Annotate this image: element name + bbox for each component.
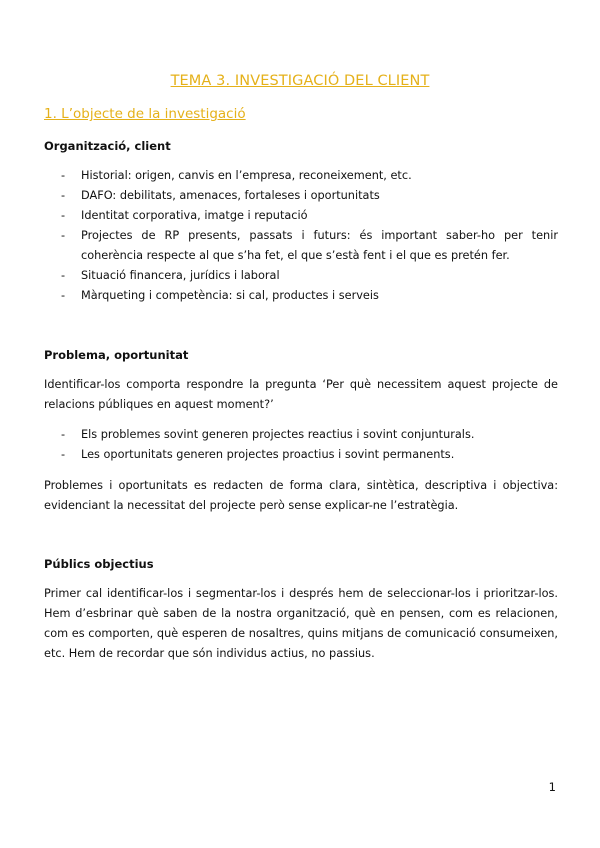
dash-bullet: - (61, 289, 66, 302)
problema-intro: Identificar-los comporta respondre la pregunta ‘Per què necessitem aquest projecte de relacions públiques en aquest moment?’ (44, 378, 558, 411)
list-item (44, 445, 558, 465)
list-item (44, 425, 558, 445)
dash-bullet: - (61, 448, 66, 461)
dash-bullet: - (61, 428, 66, 441)
dash-bullet: - (61, 209, 66, 222)
organitzacio-list (44, 166, 558, 306)
list-item (44, 286, 558, 306)
list-item (44, 206, 558, 226)
dash-bullet: - (61, 189, 66, 202)
dash-bullet: - (61, 229, 66, 242)
list-item-text: Els problemes sovint generen projectes reactius i sovint conjunturals. (81, 428, 475, 441)
list-item-text: Situació financera, jurídics i laboral (81, 269, 280, 282)
list-item-text: Projectes de RP presents, passats i futurs: és important saber-ho per tenir coherència respecte al que s’ha fet, el que s’està fent i el que es pretén fer. (81, 229, 558, 262)
list-item-text: Les oportunitats generen projectes proactius i sovint permanents. (81, 448, 455, 461)
list-item-text: Identitat corporativa, imatge i reputació (81, 209, 308, 222)
problema-closing: Problemes i oportunitats es redacten de forma clara, sintètica, descriptiva i objectiva: evidenciant la necessitat del projecte però sense explicar-ne l’estratègia. (44, 479, 558, 512)
list-item (44, 266, 558, 286)
list-item-text: DAFO: debilitats, amenaces, fortaleses i oportunitats (81, 189, 380, 202)
list-item (44, 186, 558, 206)
list-item (44, 166, 558, 186)
problema-list (44, 425, 558, 465)
list-item (44, 226, 558, 266)
dash-bullet: - (61, 169, 66, 182)
publics-text: Primer cal identificar-los i segmentar-los i després hem de seleccionar-los i prioritzar-los. Hem d’esbrinar què saben de la nostra organització, què en pensen, com es relacionen, com es comporten, què esperen de nosaltres, quins mitjans de comunicació consumeixen, etc. Hem de recordar que són individus actius, no passius. (44, 587, 558, 660)
section-heading: 1. L’objecte de la investigació (44, 106, 246, 122)
list-item-text: Màrqueting i competència: si cal, productes i serveis (81, 289, 379, 302)
document-title: TEMA 3. INVESTIGACIÓ DEL CLIENT (170, 73, 430, 89)
dash-bullet: - (61, 269, 66, 282)
page-number: 1 (548, 780, 556, 794)
list-item-text: Historial: origen, canvis en l’empresa, reconeixement, etc. (81, 169, 412, 182)
organitzacio-heading: Organització, client (44, 139, 171, 153)
problema-heading: Problema, oportunitat (44, 348, 189, 362)
publics-heading: Públics objectius (44, 557, 154, 571)
